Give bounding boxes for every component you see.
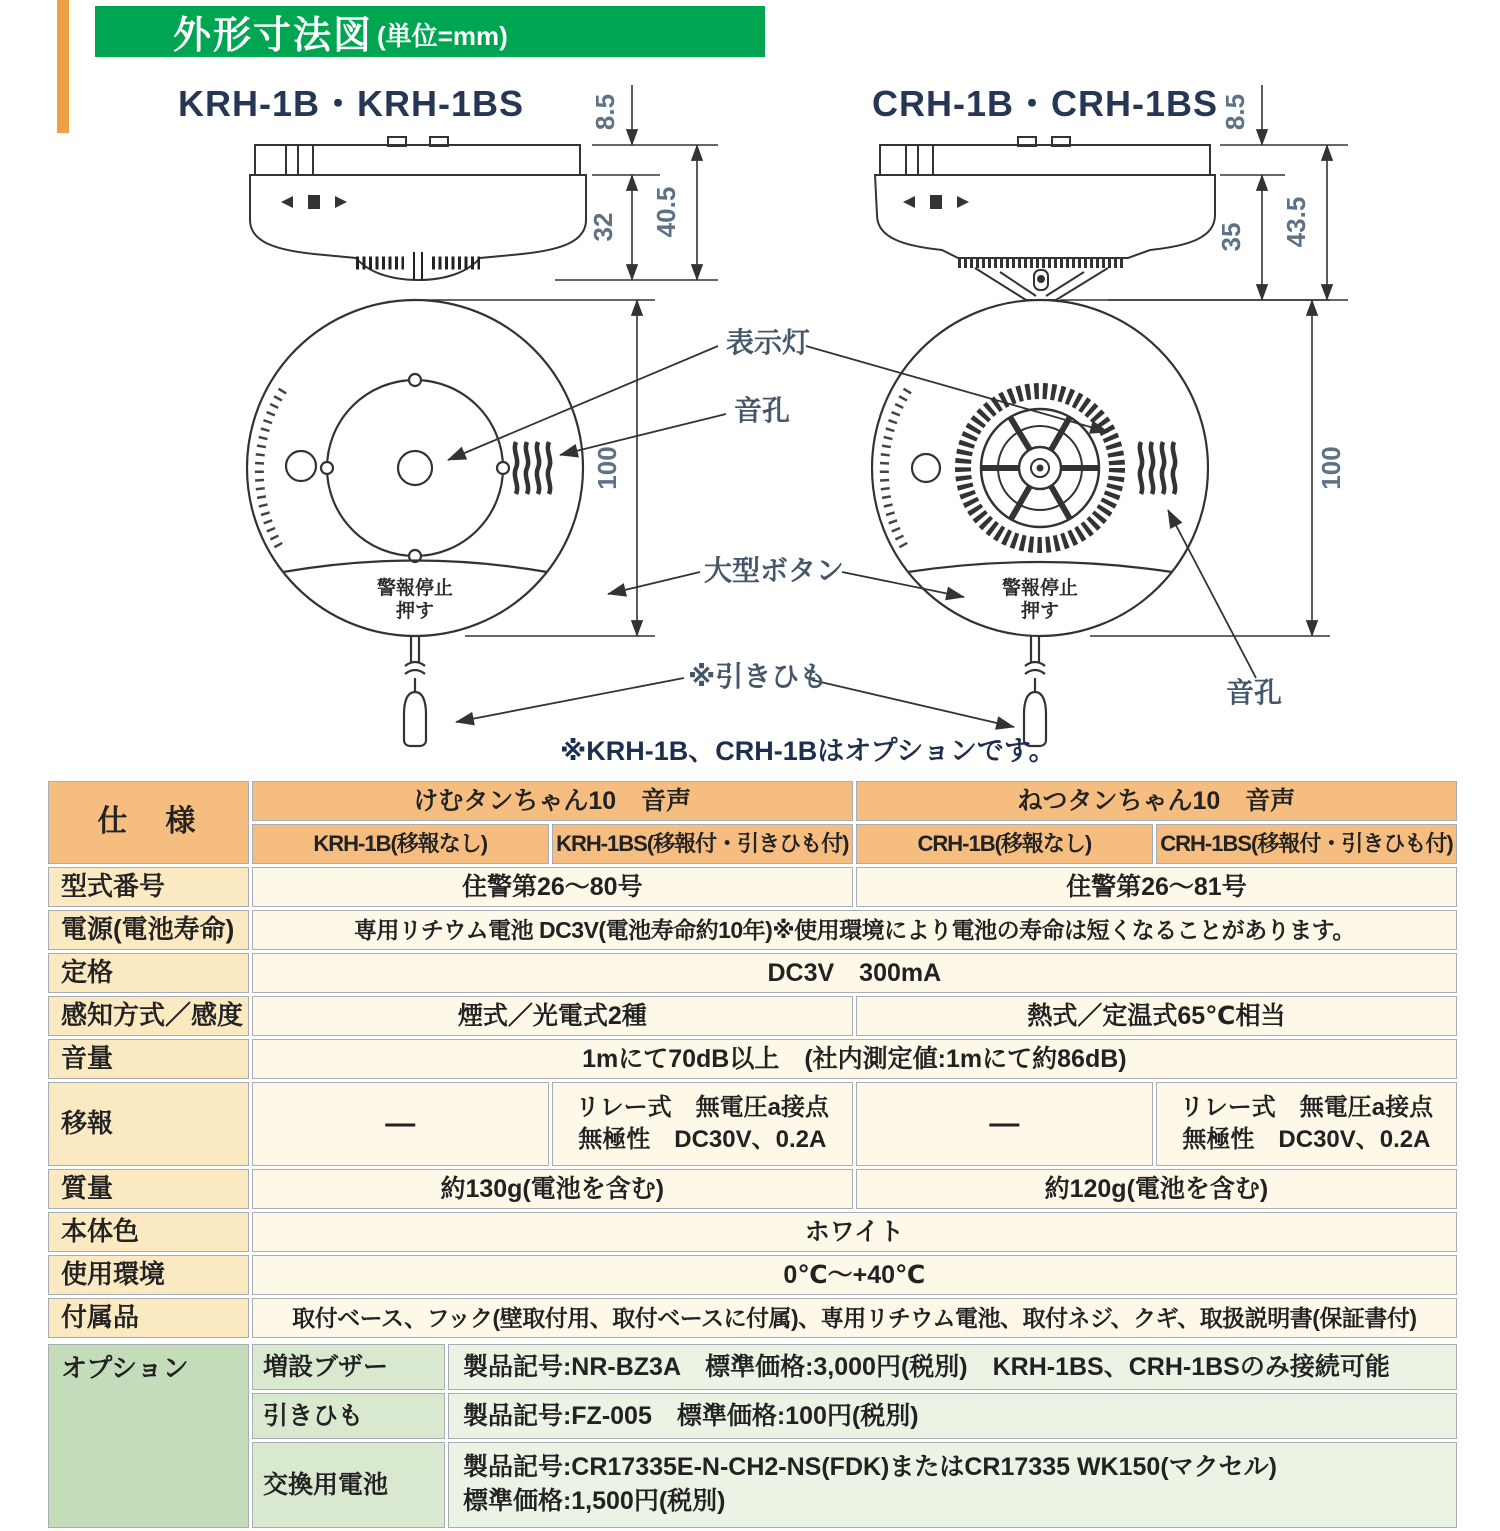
row-label: 型式番号: [48, 867, 249, 907]
row-label: 付属品: [48, 1298, 249, 1338]
row-label: 移報: [48, 1082, 249, 1166]
dim-right-total: 43.5: [1281, 196, 1311, 248]
pull-cord: [1024, 636, 1046, 746]
weight-right: 約120g(電池を含む): [856, 1169, 1457, 1209]
sound-holes: [1140, 442, 1175, 494]
section-title: 外形寸法図: [173, 15, 374, 57]
sensing-left: 煙式／光電式2種: [252, 996, 853, 1036]
option-value-buzzer: 製品記号:NR-BZ3A 標準価格:3,000円(税別) KRH-1BS、CRH-1BSのみ接続可能: [448, 1344, 1457, 1390]
button-chord: [908, 562, 1172, 572]
callout-sound-hole-right: 音孔: [1226, 677, 1283, 708]
speaker: [963, 391, 1117, 545]
crh-bottom-view: [872, 300, 1208, 746]
options-label: オプション: [48, 1344, 249, 1528]
relay-none-crh: ―: [856, 1082, 1153, 1166]
table-row: [48, 867, 1457, 907]
header-row-products: [48, 781, 1457, 821]
table-row: [48, 1169, 1457, 1209]
table-row: [48, 996, 1457, 1036]
weight-left: 約130g(電池を含む): [252, 1169, 853, 1209]
options-table: [45, 1341, 1460, 1531]
row-label: 音量: [48, 1039, 249, 1079]
spec-header-cell: 仕 様: [48, 781, 249, 864]
spec-table: [45, 778, 1460, 1341]
header-row-models: [48, 824, 1457, 864]
krh-side-view: [250, 137, 586, 280]
relay-value-krh: [552, 1082, 853, 1166]
row-label: 使用環境: [48, 1255, 249, 1295]
option-row: [48, 1393, 1457, 1439]
dim-left-total: 40.5: [651, 186, 681, 238]
krh-bottom-view: [247, 300, 583, 746]
sensing-right: 熱式／定温式65℃相当: [856, 996, 1457, 1036]
slider-detail: [281, 195, 347, 209]
spec-table-section: [45, 778, 1460, 1531]
callout-large-button: 大型ボタン: [704, 555, 845, 586]
dim-left-diameter: 100: [592, 446, 622, 490]
option-name-cord: 引きひも: [252, 1393, 445, 1439]
slider-detail: [903, 195, 969, 209]
table-row: [48, 1082, 1457, 1166]
table-row: [48, 1039, 1457, 1079]
rating-value: DC3V 300mA: [252, 953, 1457, 993]
dim-right-top: 8.5: [1220, 93, 1250, 131]
table-row: [48, 1298, 1457, 1338]
pull-cord: [404, 636, 426, 746]
relay-line2: 無極性 DC30V、0.2A: [1182, 1126, 1431, 1153]
option-name-buzzer: 増設ブザー: [252, 1344, 445, 1390]
model-no-right: 住警第26〜81号: [856, 867, 1457, 907]
model-name-left: KRH-1B・KRH-1BS: [178, 83, 525, 124]
crh-side-view: [875, 137, 1215, 300]
dim-right-diameter: 100: [1316, 446, 1346, 490]
option-value-cord: 製品記号:FZ-005 標準価格:100円(税別): [448, 1393, 1457, 1439]
row-label: 定格: [48, 953, 249, 993]
option-value-battery: [448, 1442, 1457, 1528]
dim-left-body: 32: [588, 212, 618, 242]
volume-value: 1mにて70dB以上 (社内測定値:1mにて約86dB): [252, 1039, 1457, 1079]
product-group-left: けむタンちゃん10 音声: [252, 781, 853, 821]
row-label: 電源(電池寿命): [48, 910, 249, 950]
button-text-1: 警報停止: [1001, 578, 1079, 599]
model-name-right: CRH-1B・CRH-1BS: [872, 83, 1219, 124]
callout-indicator: 表示灯: [726, 327, 811, 358]
option-row: [48, 1442, 1457, 1528]
table-row: [48, 1255, 1457, 1295]
relay-line2: 無極性 DC30V、0.2A: [578, 1126, 827, 1153]
battery-value-line1: 製品記号:CR17335E-N-CH2-NS(FDK)またはCR17335 WK150(マクセル): [462, 1453, 1277, 1482]
krh-dimensions: [555, 85, 718, 280]
accessories-value: 取付ベース、フック(壁取付用、取付ベースに付属)、専用リチウム電池、取付ネジ、クギ、取扱説明書(保証書付): [252, 1298, 1457, 1338]
option-name-battery: 交換用電池: [252, 1442, 445, 1528]
relay-line1: リレー式 無電圧a接点: [1179, 1093, 1434, 1121]
table-row: [48, 1212, 1457, 1252]
fine-print-marks: [259, 390, 283, 548]
sound-holes: [515, 442, 550, 494]
relay-value-crh: [1156, 1082, 1457, 1166]
model-header-krh1bs: KRH-1BS(移報付・引きひも付): [552, 824, 853, 864]
model-header-krh1b: KRH-1B(移報なし): [252, 824, 549, 864]
dim-right-body: 35: [1216, 222, 1246, 252]
mesh-detail: [356, 252, 480, 280]
model-header-crh1b: CRH-1B(移報なし): [856, 824, 1153, 864]
button-text-2: 押す: [395, 601, 435, 622]
button-text-2: 押す: [1020, 601, 1060, 622]
fine-print-marks: [884, 390, 908, 548]
option-note: ※KRH-1B、CRH-1Bはオプションです。: [560, 736, 1056, 766]
row-label: 本体色: [48, 1212, 249, 1252]
battery-value-line2: 標準価格:1,500円(税別): [462, 1487, 726, 1515]
callout-pull-cord: ※引きひも: [688, 661, 828, 692]
product-group-right: ねつタンちゃん10 音声: [856, 781, 1457, 821]
option-row: [48, 1344, 1457, 1390]
body-color-value: ホワイト: [252, 1212, 1457, 1252]
model-no-left: 住警第26〜80号: [252, 867, 853, 907]
model-header-crh1bs: CRH-1BS(移報付・引きひも付): [1156, 824, 1457, 864]
heat-sensor-cone: [958, 263, 1124, 300]
callout-sound-hole: 音孔: [734, 395, 791, 426]
button-text-1: 警報停止: [376, 578, 454, 599]
environment-value: 0℃〜+40℃: [252, 1255, 1457, 1295]
relay-none-krh: ―: [252, 1082, 549, 1166]
power-value: 専用リチウム電池 DC3V(電池寿命約10年)※使用環境により電池の寿命は短くなることがあります。: [252, 910, 1457, 950]
section-title-unit: (単位=mm): [377, 21, 508, 51]
row-label: 質量: [48, 1169, 249, 1209]
row-label: 感知方式／感度: [48, 996, 249, 1036]
dim-left-top: 8.5: [590, 93, 620, 131]
table-row: [48, 910, 1457, 950]
diameter-dim-right: [1060, 300, 1330, 636]
table-row: [48, 953, 1457, 993]
relay-line1: リレー式 無電圧a接点: [575, 1093, 829, 1121]
